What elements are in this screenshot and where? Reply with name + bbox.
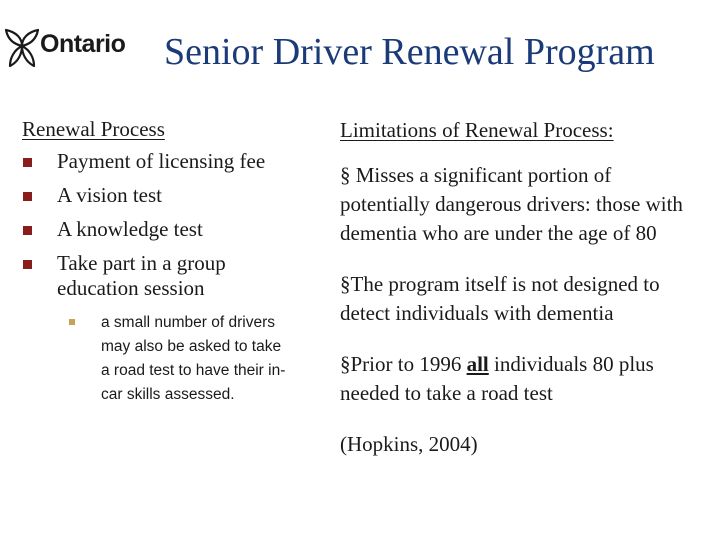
limitation-point: §The program itself is not designed to detect individuals with dementia	[340, 272, 660, 325]
list-item	[22, 251, 292, 407]
point-text-after: individuals 80 plus needed to take a road test	[340, 352, 654, 405]
logo-wordmark: Ontario	[40, 30, 126, 58]
list-item: A vision test	[22, 183, 292, 208]
limitation-point: § Misses a significant portion of potentially dangerous drivers: those with dementia who are under the age of 80	[340, 163, 683, 245]
sub-list-item: a small number of drivers may also be asked to take a road test to have their in-car skills assessed.	[69, 311, 292, 407]
limitations-column	[340, 116, 705, 459]
sub-list	[69, 311, 292, 407]
list-item-label: Take part in a group education session	[57, 251, 226, 300]
list-item: Payment of licensing fee	[22, 149, 292, 174]
renewal-process-heading: Renewal Process	[22, 117, 165, 141]
point-text-before: §Prior to 1996	[340, 352, 467, 376]
renewal-process-column	[22, 116, 292, 416]
limitation-point	[340, 350, 705, 408]
citation: (Hopkins, 2004)	[340, 432, 478, 456]
slide-title: Senior Driver Renewal Program	[164, 31, 655, 73]
renewal-process-list	[22, 149, 292, 407]
emphasis-text: all	[466, 352, 489, 376]
list-item: A knowledge test	[22, 217, 292, 242]
limitations-heading: Limitations of Renewal Process:	[340, 118, 614, 142]
